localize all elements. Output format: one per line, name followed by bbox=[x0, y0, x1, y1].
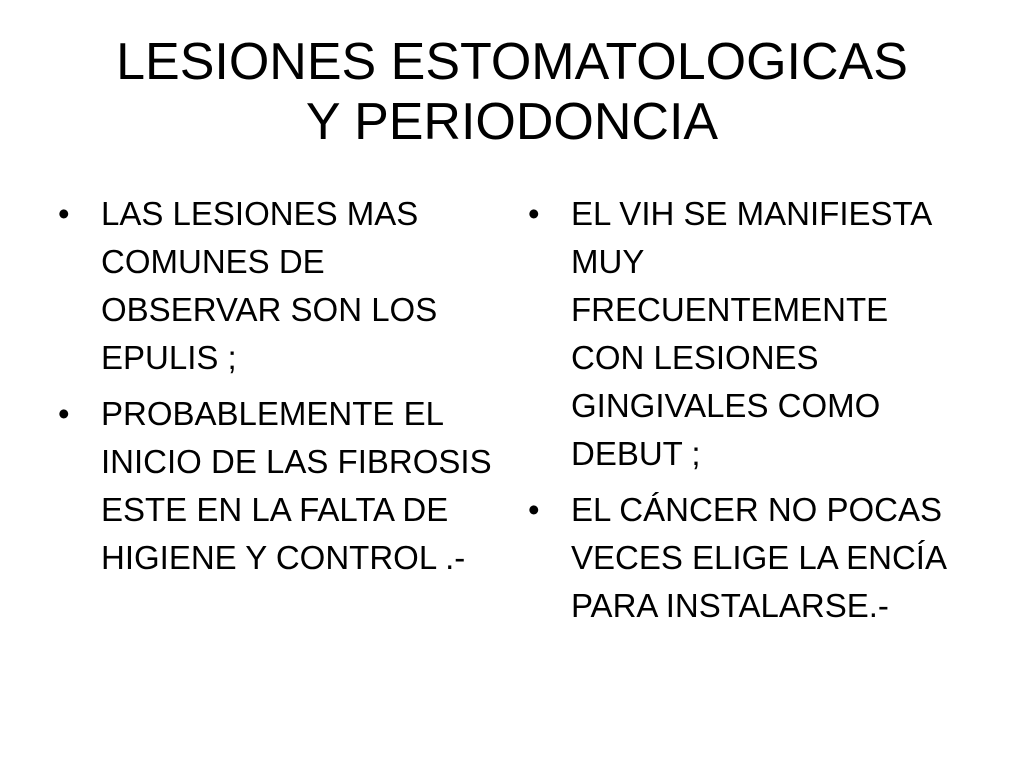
right-column bbox=[528, 190, 968, 638]
left-column bbox=[58, 190, 498, 590]
list-item bbox=[58, 190, 498, 382]
list-item bbox=[528, 486, 968, 630]
bullet-dot-icon: • bbox=[528, 491, 540, 528]
bullet-dot-icon: • bbox=[528, 195, 540, 232]
list-item bbox=[528, 190, 968, 478]
bullet-text: EL VIH SE MANIFIESTA MUY FRECUENTEMENTE CON LESIONES GINGIVALES COMO DEBUT ; bbox=[571, 195, 931, 472]
slide-title-line-2: Y PERIODONCIA bbox=[305, 93, 719, 151]
bullet-dot-icon: • bbox=[58, 395, 70, 432]
slide-title-line-1: LESIONES ESTOMATOLOGICAS bbox=[116, 33, 908, 91]
bullet-dot-icon: • bbox=[58, 195, 70, 232]
bullet-text: PROBABLEMENTE EL INICIO DE LAS FIBROSIS ESTE EN LA FALTA DE HIGIENE Y CONTROL .- bbox=[101, 395, 492, 576]
list-item bbox=[58, 390, 498, 582]
bullet-text: EL CÁNCER NO POCAS VECES ELIGE LA ENCÍA PARA INSTALARSE.- bbox=[571, 491, 946, 624]
slide-title bbox=[40, 32, 984, 152]
bullet-text: LAS LESIONES MAS COMUNES DE OBSERVAR SON LOS EPULIS ; bbox=[101, 195, 438, 376]
